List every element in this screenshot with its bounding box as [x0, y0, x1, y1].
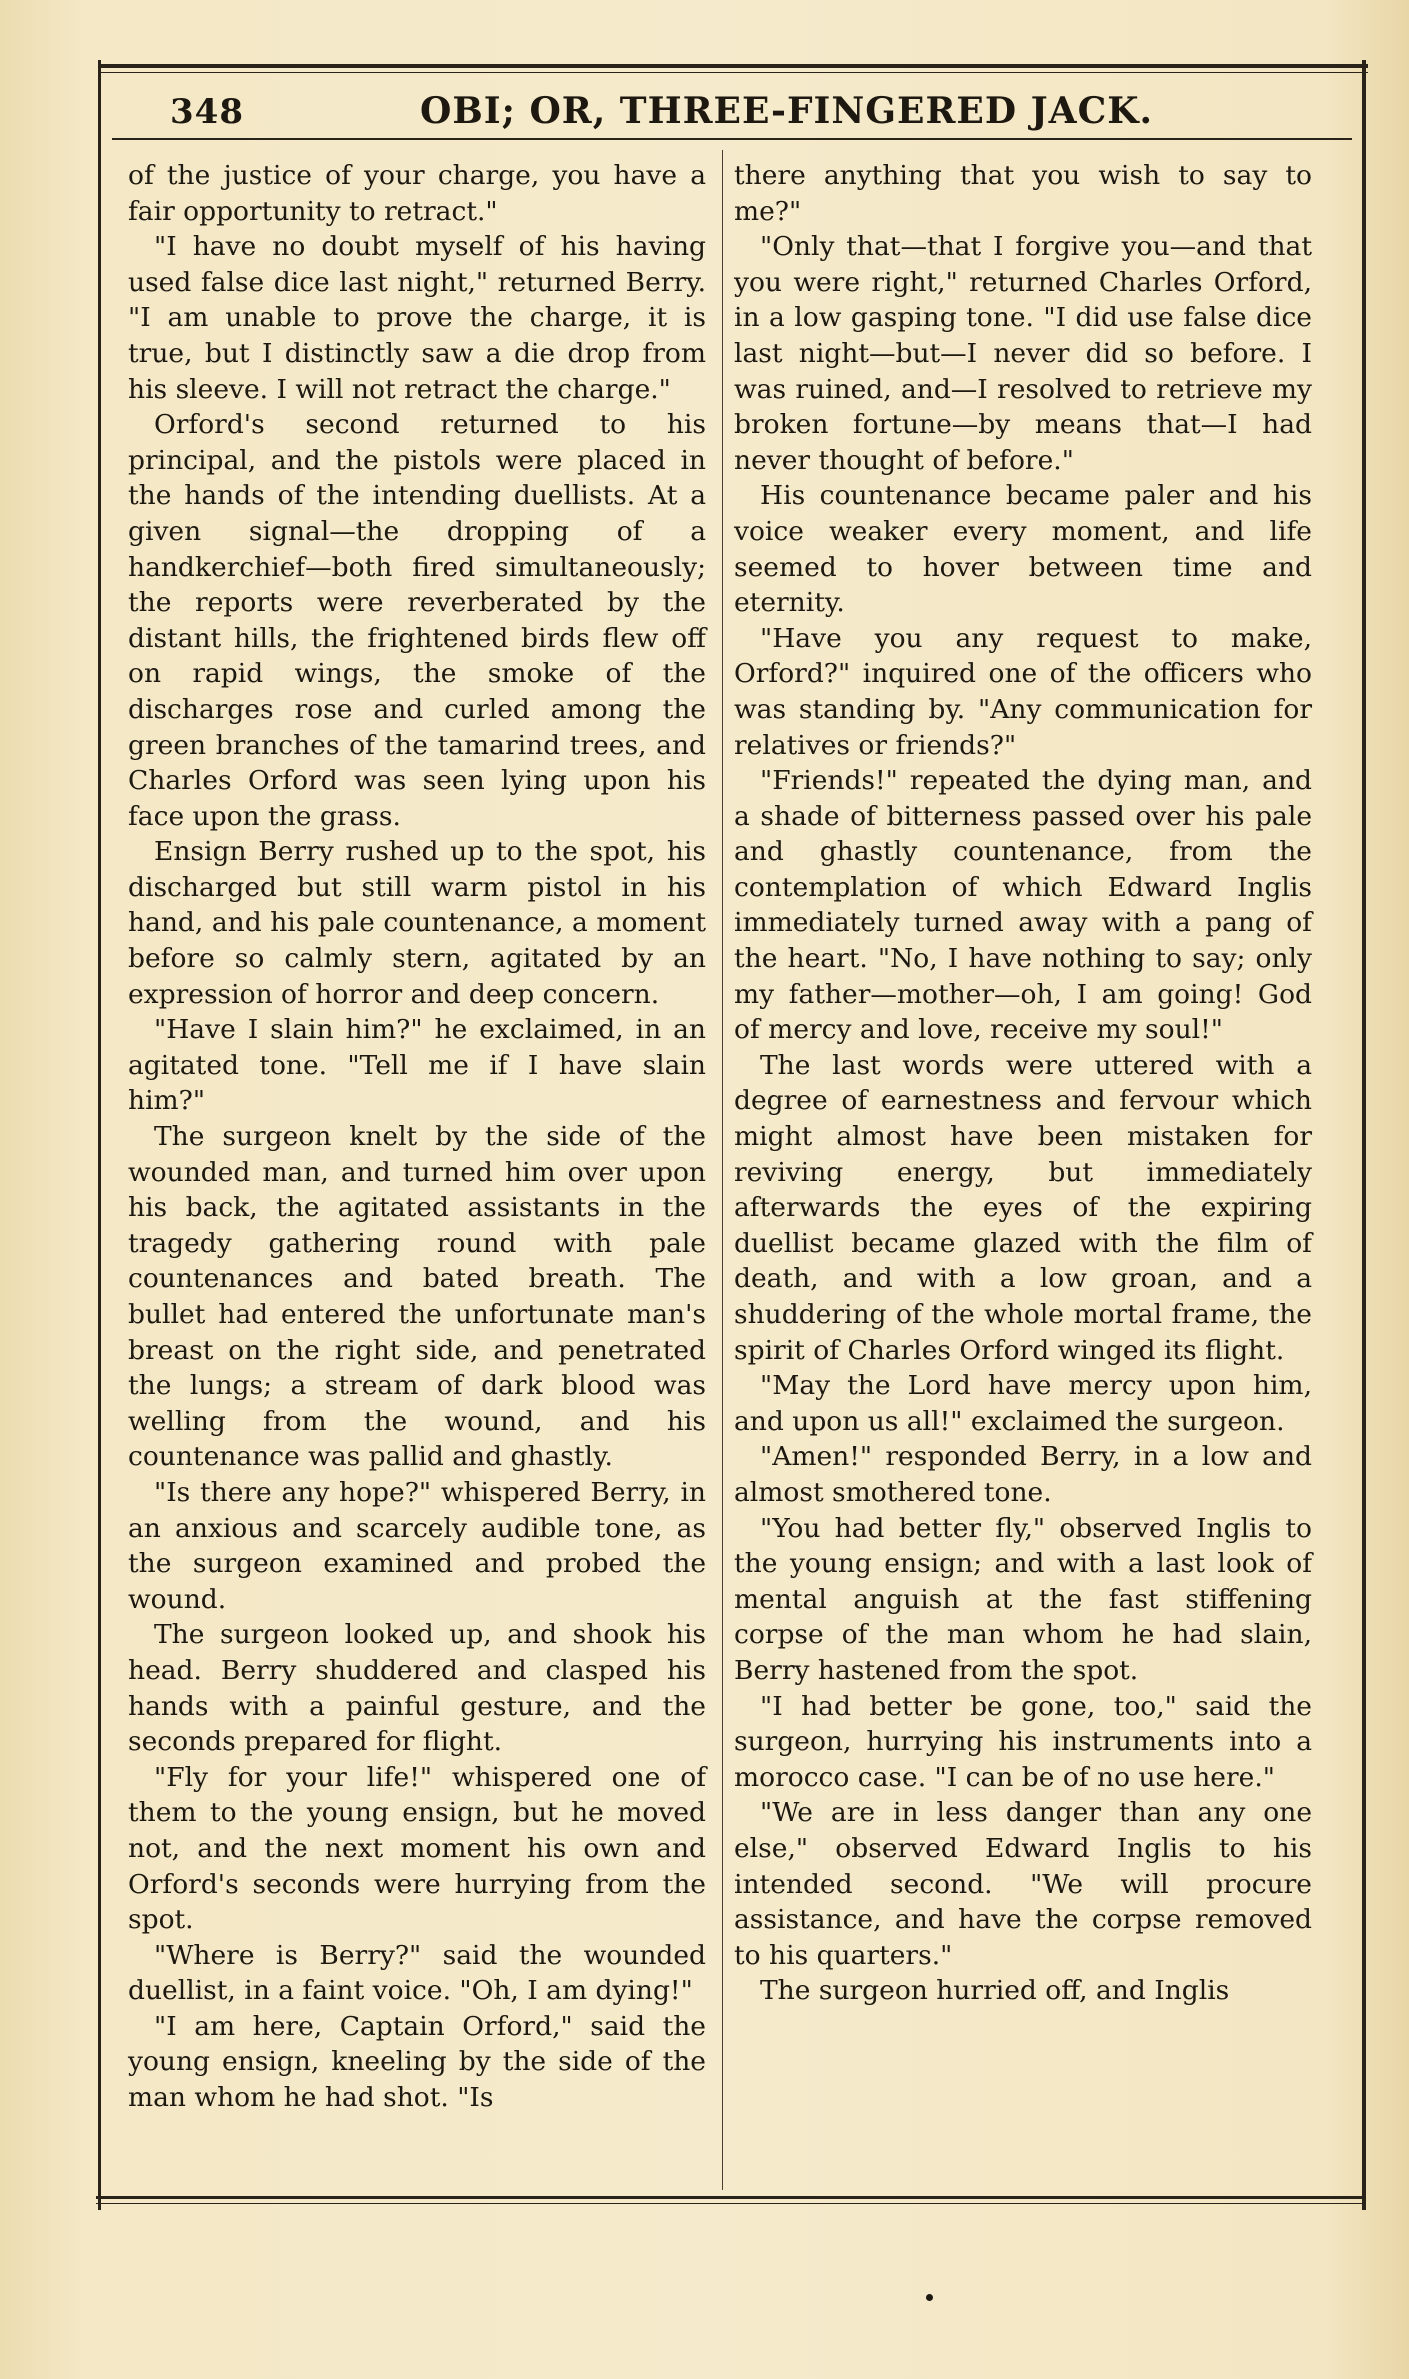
right-column [734, 158, 1312, 2009]
paragraph: Ensign Berry rushed up to the spot, his discharged but still warm pistol in his hand, and his pale countenance, a moment before so calmly stern, agitated by an expression of horror and deep concern. [128, 836, 706, 1010]
paragraph: "We are in less danger than any one else," observed Edward Inglis to his intended second. "We will procure assistance, and have the corpse removed to his quarters." [734, 1797, 1312, 1971]
paragraph: "Where is Berry?" said the wounded duellist, in a faint voice. "Oh, I am dying!" [128, 1939, 706, 2007]
paragraph: there anything that you wish to say to me?" [734, 160, 1312, 227]
header-rule [112, 138, 1352, 140]
bottom-border-thin-rule [96, 2203, 1366, 2204]
paragraph: "Amen!" responded Berry, in a low and almost smothered tone. [734, 1441, 1312, 1508]
page-number: 348 [170, 92, 244, 132]
paragraph: "Fly for your life!" whispered one of them to the young ensign, but he moved not, and the next moment his own and Orford's seconds were hurrying from the spot. [128, 1761, 706, 1936]
paragraph: Orford's second returned to his principal, and the pistols were placed in the hands of the intending duellists. At a given signal—the dropping of a handkerchief—both fired simultaneously; the reports were reverberated by the distant hills, the frightened birds flew off on rapid wings, the smoke of the discharges rose and curled among the green branches of the tamarind trees, and Charles Orford was seen lying upon his face upon the grass. [128, 409, 706, 832]
paragraph: "May the Lord have mercy upon him, and upon us all!" exclaimed the surgeon. [734, 1370, 1312, 1437]
ink-dot [926, 2294, 933, 2301]
paragraph: "Only that—that I forgive you—and that you were right," returned Charles Orford, in a low gasping tone. "I did use false dice last night—but—I never did so before. I was ruined, and—I resolved to retrieve my broken fortune—by means that—I had never thought of before." [734, 231, 1312, 476]
paragraph: The last words were uttered with a degree of earnestness and fervour which might almost have been mistaken for reviving energy, but immediately afterwards the eyes of the expiring duellist became glazed with the film of death, and with a low groan, and a shuddering of the whole mortal frame, the spirit of Charles Orford winged its flight. [734, 1049, 1312, 1366]
paragraph: "Have I slain him?" he exclaimed, in an agitated tone. "Tell me if I have slain him?" [128, 1014, 706, 1117]
paragraph: "I had better be gone, too," said the surgeon, hurrying his instruments into a morocco case. "I can be of no use here." [734, 1690, 1312, 1793]
paragraph: "I am here, Captain Orford," said the young ensign, kneeling by the side of the man whom he had shot. "Is [128, 2010, 706, 2114]
top-border-thin-rule [100, 72, 1368, 73]
bottom-border-rule [96, 2196, 1366, 2199]
left-border-rule [98, 60, 101, 2210]
paragraph: The surgeon knelt by the side of the wounded man, and turned him over upon his back, the agitated assistants in the tragedy gathering round with pale countenances and bated breath. The bullet had entered the unfortunate man's breast on the right side, and penetrated the lungs; a stream of dark blood was welling from the wound, and his countenance was pallid and ghastly. [128, 1121, 706, 1473]
left-column [128, 158, 706, 2116]
paragraph: "Is there any hope?" whispered Berry, in an anxious and scarcely audible tone, as the surgeon examined and probed the wound. [128, 1476, 706, 1615]
paragraph: "I have no doubt myself of his having used false dice last night," returned Berry. "I am unable to prove the charge, it is true, but I distinctly saw a die drop from his sleeve. I will not retract the charge." [128, 231, 706, 405]
paragraph: "Have you any request to make, Orford?" inquired one of the officers who was standing by. "Any communication for relatives or friends?" [734, 622, 1312, 761]
paragraph: The surgeon hurried off, and Inglis [760, 1975, 1230, 2007]
paragraph: "Friends!" repeated the dying man, and a shade of bitterness passed over his pale and ghastly countenance, from the contemplation of which Edward Inglis immediately turned away with a pang of the heart. "No, I have nothing to say; only my father—mother—oh, I am going! God of mercy and love, receive my soul!" [734, 765, 1312, 1046]
paragraph: "You had better fly," observed Inglis to the young ensign; and with a last look of mental anguish at the fast stiffening corpse of the man whom he had slain, Berry hastened from the spot. [734, 1512, 1312, 1686]
right-border-rule [1362, 60, 1366, 2210]
paragraph: of the justice of your charge, you have a fair opportunity to retract." [128, 160, 706, 227]
column-divider [722, 150, 723, 2190]
running-title: OBI; OR, THREE-FINGERED JACK. [420, 90, 1154, 132]
top-border-rule [100, 64, 1368, 68]
paragraph: His countenance became paler and his voice weaker every moment, and life seemed to hover between time and eternity. [734, 480, 1312, 619]
paragraph: The surgeon looked up, and shook his head. Berry shuddered and clasped his hands with a painful gesture, and the seconds prepared for flight. [128, 1619, 706, 1758]
